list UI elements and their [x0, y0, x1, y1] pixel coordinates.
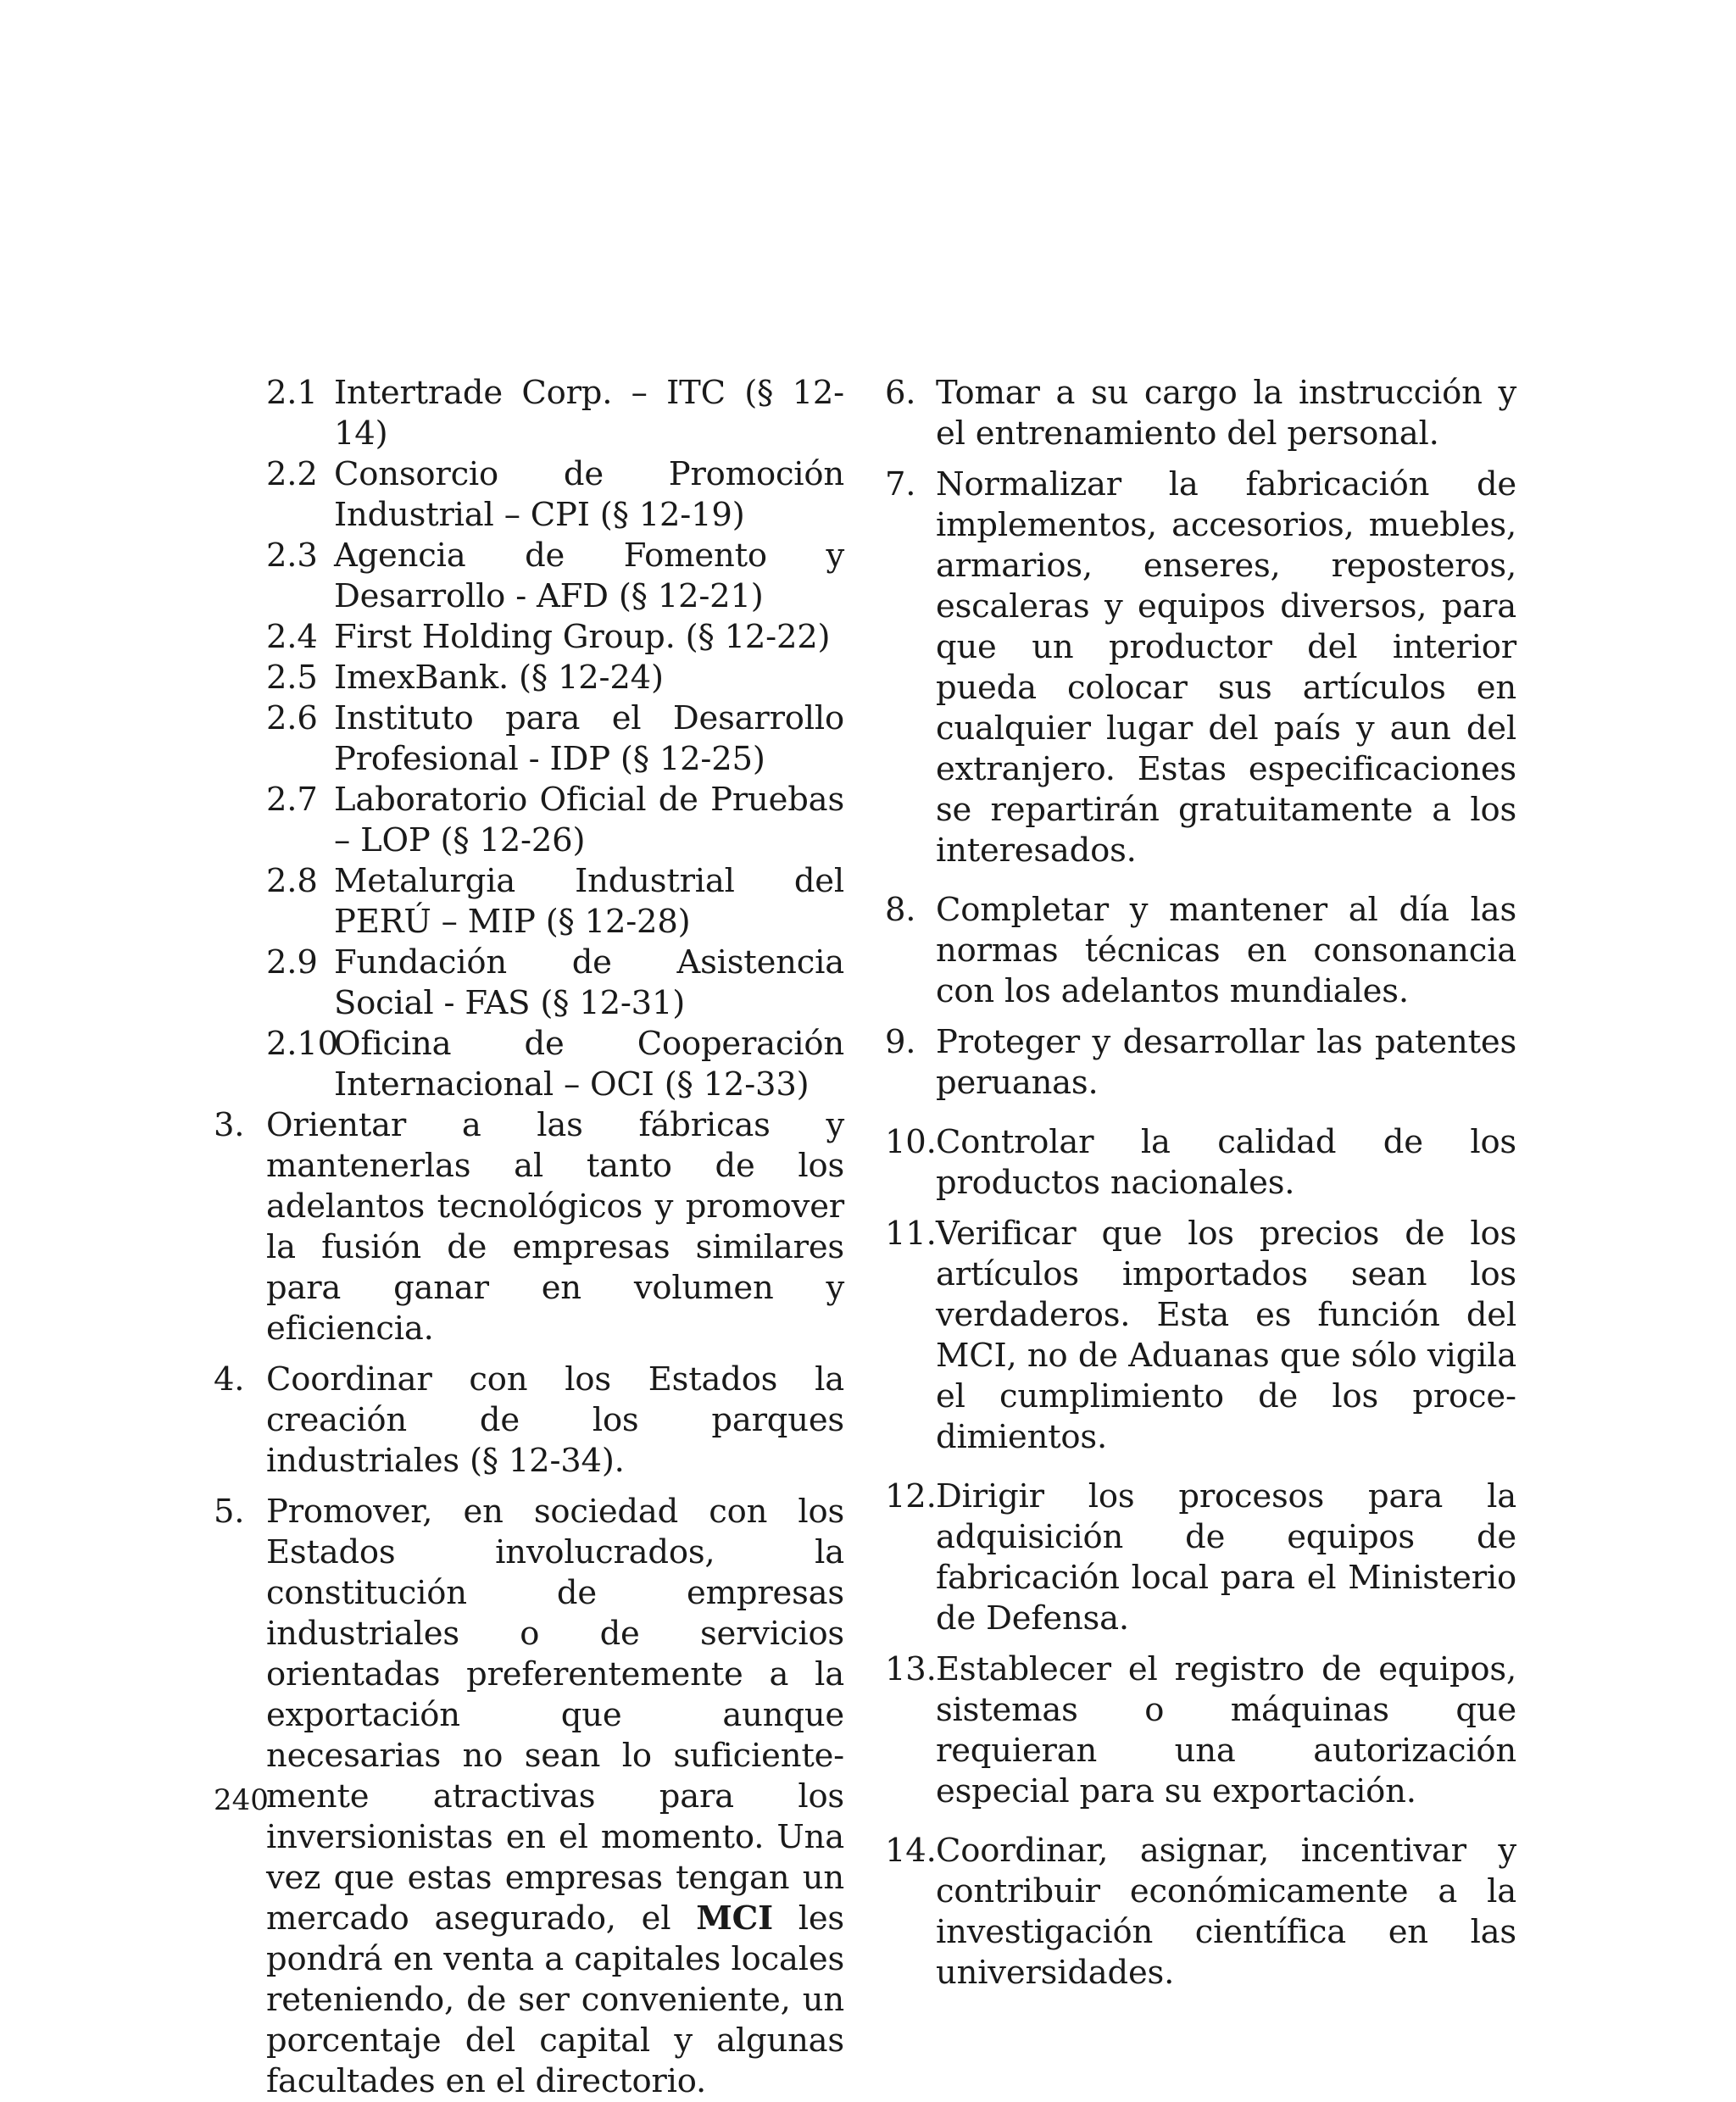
subitem-number: 2.6: [266, 699, 318, 737]
subitem-text: Instituto para el Desarrollo Profesional - IDP (§ 12-25): [334, 699, 844, 778]
subitem-number: 2.1: [266, 374, 318, 412]
item-text: Completar y mantener al día las normas técnicas en consonancia con los adelantos mundiales.: [936, 891, 1516, 1010]
subitem-2-9: [214, 943, 844, 1024]
subitem-2-2: [214, 454, 844, 536]
subitem-2-7: [214, 780, 844, 861]
subitem-number: 2.5: [266, 659, 318, 697]
list-item-3: [214, 1105, 844, 1349]
item-text: Normalizar la fabricación de implementos, accesorios, muebles, armarios, enseres, reposteros, escaleras y equipos diversos, para que un productor del interior pueda colocar sus artículos en cualquier lugar del país y aun del extranjero. Estas especificaciones se repartirán gratuitamente a los interesados.: [936, 465, 1516, 870]
item-text-before: Promover, en sociedad con los Estados involucrados, la constitución de empresas industriales o de servicios orientadas preferentemente a la exportación que aunque necesarias no sean lo suficiente-mente atractivas para los inversionistas en el momento. Una vez que estas empresas tengan un mercado asegurado, el: [266, 1493, 844, 1938]
subitem-2-5: [214, 658, 844, 698]
item-text: [266, 1492, 844, 2102]
subitem-2-8: [214, 861, 844, 943]
right-column: [885, 373, 1516, 1994]
subitem-text: Fundación de Asistencia Social - FAS (§ 12-31): [334, 943, 844, 1022]
item-number: 7.: [885, 465, 916, 503]
item-text: Dirigir los procesos para la adquisición de equipos de fabricación local para el Ministerio de Defensa.: [936, 1477, 1516, 1638]
subitem-text: Laboratorio Oficial de Pruebas – LOP (§ 12-26): [334, 781, 844, 859]
list-item-6: [885, 373, 1516, 454]
subitem-2-1: [214, 373, 844, 454]
list-item-13: [885, 1649, 1516, 1812]
list-item-4: [214, 1360, 844, 1482]
subitem-text: Metalurgia Industrial del PERÚ – MIP (§ 12-28): [334, 862, 844, 941]
subitem-2-3: [214, 536, 844, 617]
subitem-number: 2.8: [266, 862, 318, 900]
mci-bold-abbreviation: MCI: [696, 1899, 773, 1938]
item-text-after: les pondrá en venta a capitales locales reteniendo, de ser conveniente, un porcentaje del capital y algunas facultades en el directorio.: [266, 1899, 844, 2100]
subitem-2-10: [214, 1024, 844, 1105]
subitem-text: First Holding Group. (§ 12-22): [334, 618, 831, 656]
item-number: 3.: [214, 1106, 245, 1144]
subitem-number: 2.3: [266, 537, 318, 575]
item-text: Controlar la calidad de los productos nacionales.: [936, 1123, 1516, 1202]
item-text: Establecer el registro de equipos, sistemas o máquinas que requieran una autorización especial para su exportación.: [936, 1650, 1516, 1810]
item-text: Coordinar, asignar, incentivar y contribuir económicamente a la investigación científica en las universidades.: [936, 1832, 1516, 1992]
item-number: 8.: [885, 891, 916, 929]
subitem-number: 2.10: [266, 1025, 338, 1063]
item-text: Coordinar con los Estados la creación de los parques industriales (§ 12-34).: [266, 1360, 844, 1480]
subitem-2-6: [214, 698, 844, 780]
list-item-5: [214, 1492, 844, 2102]
subitem-number: 2.4: [266, 618, 318, 656]
subitem-2-4: [214, 617, 844, 658]
list-item-14: [885, 1831, 1516, 1994]
subitem-text: Oficina de Cooperación Internacional – OCI (§ 12-33): [334, 1025, 844, 1104]
item-text: Orientar a las fábricas y mantenerlas al tanto de los adelantos tecnológicos y promover la fusión de empresas similares para ganar en volumen y eficiencia.: [266, 1106, 844, 1348]
list-item-11: [885, 1214, 1516, 1458]
item-number: 6.: [885, 374, 916, 412]
item-text: Proteger y desarrollar las patentes peruanas.: [936, 1023, 1516, 1102]
subitem-number: 2.9: [266, 943, 318, 981]
list-item-7: [885, 464, 1516, 871]
subitem-number: 2.2: [266, 455, 318, 493]
list-item-8: [885, 890, 1516, 1012]
item-number: 5.: [214, 1493, 245, 1531]
item-text: Tomar a su cargo la instrucción y el entrenamiento del personal.: [936, 374, 1516, 453]
item-number: 12.: [885, 1477, 937, 1515]
item-text: Verificar que los precios de los artículos importados sean los verdaderos. Esta es función del MCI, no de Aduanas que sólo vigila el cumplimiento de los procedimientos.: [936, 1215, 1516, 1456]
subitem-text: Agencia de Fomento y Desarrollo - AFD (§ 12-21): [334, 537, 844, 615]
list-item-9: [885, 1022, 1516, 1104]
subitem-text: Intertrade Corp. – ITC (§ 12-14): [334, 374, 844, 453]
list-item-12: [885, 1476, 1516, 1639]
item-number: 14.: [885, 1832, 937, 1870]
subitem-text: ImexBank. (§ 12-24): [334, 659, 664, 697]
item-number: 13.: [885, 1650, 937, 1688]
subitem-number: 2.7: [266, 781, 318, 819]
item-number: 10.: [885, 1123, 937, 1161]
list-item-10: [885, 1122, 1516, 1204]
item-number: 11.: [885, 1215, 937, 1253]
item-number: 9.: [885, 1023, 916, 1061]
left-column: [214, 373, 844, 2102]
page-number: 240: [214, 1783, 269, 1817]
subitem-text: Consorcio de Promoción Industrial – CPI (§ 12-19): [334, 455, 844, 534]
item-number: 4.: [214, 1360, 245, 1399]
